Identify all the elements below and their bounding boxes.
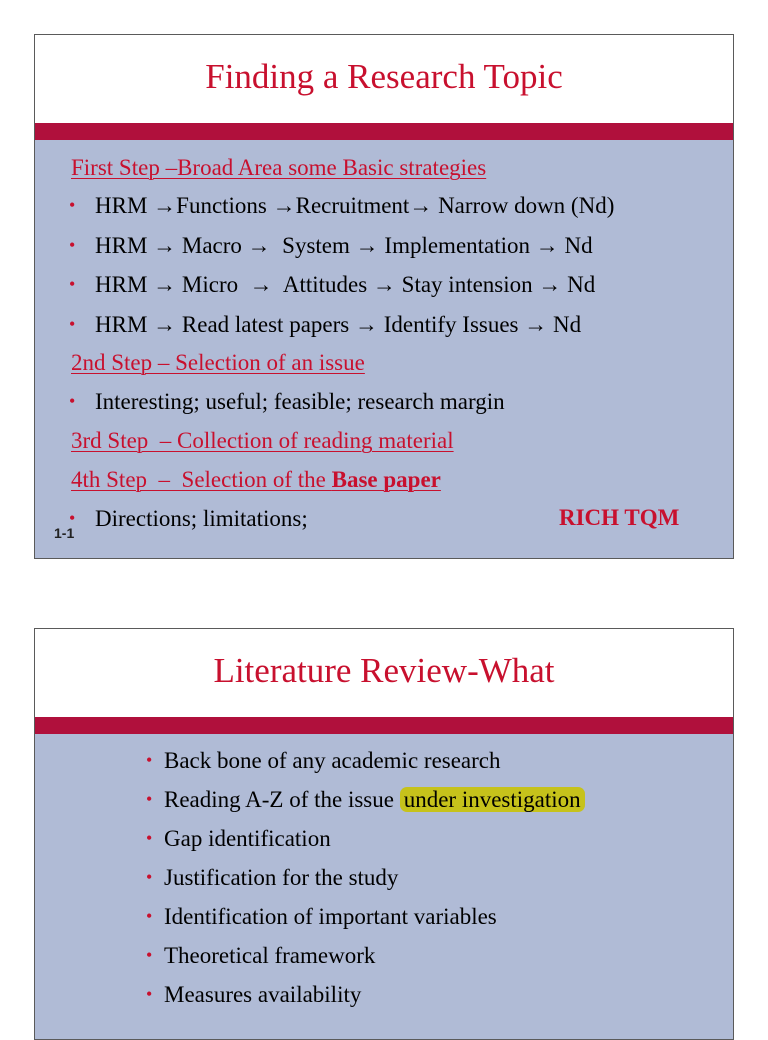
bullet-text: HRM → Micro → Attitudes → Stay intension → Nd xyxy=(95,272,596,297)
bullet-item xyxy=(146,865,398,891)
bullet-icon: • xyxy=(146,867,153,887)
bullet-text: Measures availability xyxy=(164,982,362,1007)
bullet-text: Back bone of any academic research xyxy=(164,748,501,773)
bullet-icon: • xyxy=(69,274,76,294)
bullet-text: HRM →Functions →Recruitment→ Narrow down (Nd) xyxy=(95,193,615,218)
step4-heading-text: 4th Step – Selection of the xyxy=(71,467,332,492)
step4-heading-bold: Base paper xyxy=(331,467,441,492)
bullet-text: Reading A-Z of the issue xyxy=(164,787,394,812)
bullet-item xyxy=(146,826,331,852)
step1-heading: First Step –Broad Area some Basic strategies xyxy=(71,155,487,180)
bullet-item xyxy=(69,233,593,259)
bullet-icon: • xyxy=(146,945,153,965)
slide-number: 1-1 xyxy=(54,525,75,541)
slide-title: Literature Review-What xyxy=(213,651,555,690)
bullet-text: Gap identification xyxy=(164,826,331,851)
bullet-text: Interesting; useful; feasible; research margin xyxy=(95,389,505,414)
bullet-text: Identification of important variables xyxy=(164,904,497,929)
bullet-item xyxy=(69,312,581,338)
bullet-icon: • xyxy=(146,906,153,926)
bullet-text: Justification for the study xyxy=(164,865,399,890)
bullet-text: Theoretical framework xyxy=(164,943,376,968)
bullet-icon: • xyxy=(69,391,76,411)
bullet-text: HRM → Macro → System → Implementation → Nd xyxy=(95,233,593,258)
slide-body xyxy=(35,734,733,1039)
bullet-text: Directions; limitations; xyxy=(95,506,308,531)
bullet-icon: • xyxy=(146,828,153,848)
bullet-icon: • xyxy=(146,789,153,809)
bullet-item xyxy=(146,943,375,969)
bullet-item xyxy=(69,193,614,219)
slide-title: Finding a Research Topic xyxy=(205,57,563,96)
bullet-item xyxy=(146,748,501,774)
title-divider-bar xyxy=(35,123,733,140)
slide-literature-review xyxy=(34,628,734,1040)
bullet-item xyxy=(69,389,505,415)
bullet-icon: • xyxy=(69,314,76,334)
title-divider-bar xyxy=(35,717,733,734)
rich-tqm-label: RICH TQM xyxy=(559,505,680,530)
slide-body xyxy=(35,140,733,558)
bullet-item xyxy=(146,982,361,1008)
slide-finding-research-topic xyxy=(34,34,734,559)
bullet-icon: • xyxy=(146,750,153,770)
highlighted-text: under investigation xyxy=(400,787,585,812)
bullet-item xyxy=(69,506,308,532)
bullet-item xyxy=(146,904,497,930)
bullet-item xyxy=(69,272,595,298)
bullet-text: HRM → Read latest papers → Identify Issues → Nd xyxy=(95,312,582,337)
bullet-icon: • xyxy=(69,195,76,215)
bullet-icon: • xyxy=(146,984,153,1004)
bullet-icon: • xyxy=(69,235,76,255)
step4-heading xyxy=(71,467,441,493)
bullet-icon: • xyxy=(69,508,76,528)
step2-heading: 2nd Step – Selection of an issue xyxy=(71,350,365,375)
bullet-item xyxy=(146,787,585,813)
step3-heading: 3rd Step – Collection of reading material xyxy=(71,428,454,453)
